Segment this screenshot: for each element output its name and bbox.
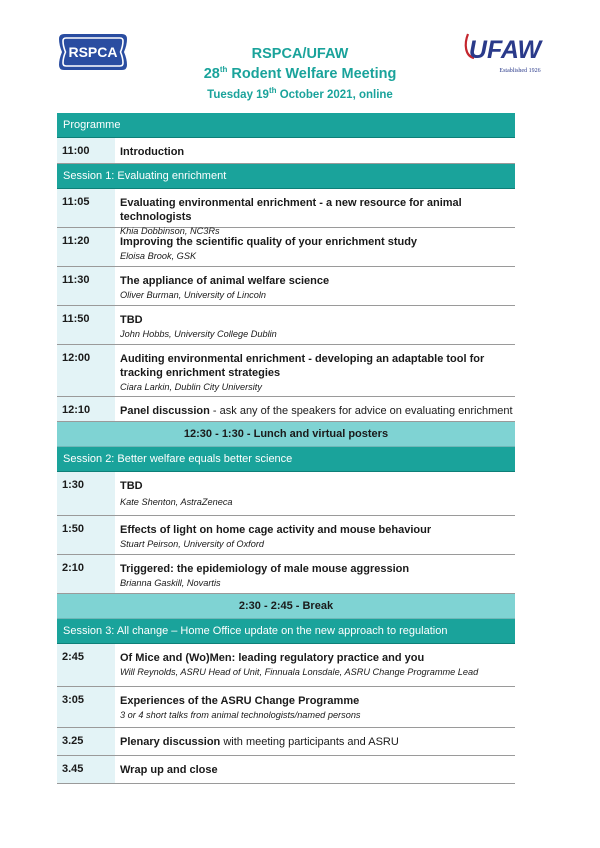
row-title: Auditing environmental enrichment - developing an adaptable tool for tracking enrichment strategies xyxy=(120,353,485,379)
programme-row xyxy=(57,472,515,516)
row-time: 12:10 xyxy=(57,397,115,421)
row-title: Introduction xyxy=(120,146,185,158)
programme-row xyxy=(57,687,515,728)
row-time: 3:05 xyxy=(57,687,115,727)
row-title: Improving the scientific quality of your enrichment study xyxy=(120,236,418,248)
programme-row-plenary-discussion xyxy=(57,728,515,756)
row-speaker: 3 or 4 short talks from animal technologists/named persons xyxy=(120,710,361,720)
row-speaker: Will Reynolds, ASRU Head of Unit, Finnuala Lonsdale, ASRU Change Programme Lead xyxy=(120,667,479,677)
row-time: 11:30 xyxy=(57,267,115,305)
row-speaker: Eloisa Brook, GSK xyxy=(120,251,197,261)
document-header xyxy=(0,44,600,103)
row-title: TBD xyxy=(120,480,143,492)
programme-row xyxy=(57,345,515,397)
row-speaker: Brianna Gaskill, Novartis xyxy=(120,578,221,588)
programme-row-wrap-up xyxy=(57,756,515,784)
row-time: 11:00 xyxy=(57,138,115,163)
lunch-break-row: 12:30 - 1:30 - Lunch and virtual posters xyxy=(57,422,515,447)
row-time: 12:00 xyxy=(57,345,115,396)
row-time: 3.45 xyxy=(57,756,115,783)
row-speaker: Kate Shenton, AstraZeneca xyxy=(120,497,233,507)
programme-row xyxy=(57,189,515,236)
row-time: 1:50 xyxy=(57,516,115,554)
row-title: The appliance of animal welfare science xyxy=(120,275,330,287)
row-time: 11:50 xyxy=(57,306,115,344)
organisers-title: RSPCA/UFAW xyxy=(251,46,349,62)
session-heading-2: Session 2: Better welfare equals better science xyxy=(57,447,515,472)
programme-table xyxy=(57,113,515,784)
row-speaker: Khia Dobbinson, NC3Rs xyxy=(120,226,220,236)
afternoon-break-row: 2:30 - 2:45 - Break xyxy=(57,594,515,619)
row-time: 2:10 xyxy=(57,555,115,593)
row-speaker: John Hobbs, University College Dublin xyxy=(120,329,277,339)
row-time: 2:45 xyxy=(57,644,115,686)
programme-row xyxy=(57,516,515,555)
programme-row xyxy=(57,306,515,345)
row-time: 11:20 xyxy=(57,228,115,266)
programme-row xyxy=(57,267,515,306)
row-title: Panel discussion - ask any of the speakers for advice on evaluating enrichment xyxy=(120,405,513,417)
programme-row-introduction xyxy=(57,138,515,164)
row-speaker: Ciara Larkin, Dublin City University xyxy=(120,382,262,392)
row-title: TBD xyxy=(120,314,143,326)
row-title: Evaluating environmental enrichment - a new resource for animal technologists xyxy=(120,197,462,223)
meeting-date: Tuesday 19th October 2021, online xyxy=(207,86,393,101)
row-title: Of Mice and (Wo)Men: leading regulatory practice and you xyxy=(120,652,425,664)
row-title: Experiences of the ASRU Change Programme xyxy=(120,695,360,707)
row-title: Plenary discussion with meeting participants and ASRU xyxy=(120,736,399,748)
programme-heading: Programme xyxy=(57,113,515,138)
row-speaker: Oliver Burman, University of Lincoln xyxy=(120,290,267,300)
programme-row-panel-discussion xyxy=(57,397,515,422)
row-time: 11:05 xyxy=(57,189,115,227)
row-speaker: Stuart Peirson, University of Oxford xyxy=(120,539,264,549)
row-time: 1:30 xyxy=(57,472,115,515)
programme-row xyxy=(57,555,515,594)
ufaw-established-text: Established 1926 xyxy=(499,68,541,74)
row-title: Triggered: the epidemiology of male mouse aggression xyxy=(120,563,410,575)
meeting-title: 28th Rodent Welfare Meeting xyxy=(203,65,397,82)
programme-row xyxy=(57,644,515,687)
row-title: Effects of light on home cage activity and mouse behaviour xyxy=(120,524,432,536)
session-heading-3: Session 3: All change – Home Office update on the new approach to regulation xyxy=(57,619,515,644)
row-time: 3.25 xyxy=(57,728,115,755)
ufaw-logo-text: UFAW xyxy=(468,36,542,64)
session-heading-1: Session 1: Evaluating enrichment xyxy=(57,164,515,189)
programme-row xyxy=(57,228,515,267)
row-title: Wrap up and close xyxy=(120,764,218,776)
rspca-logo-text: RSPCA xyxy=(68,44,118,60)
